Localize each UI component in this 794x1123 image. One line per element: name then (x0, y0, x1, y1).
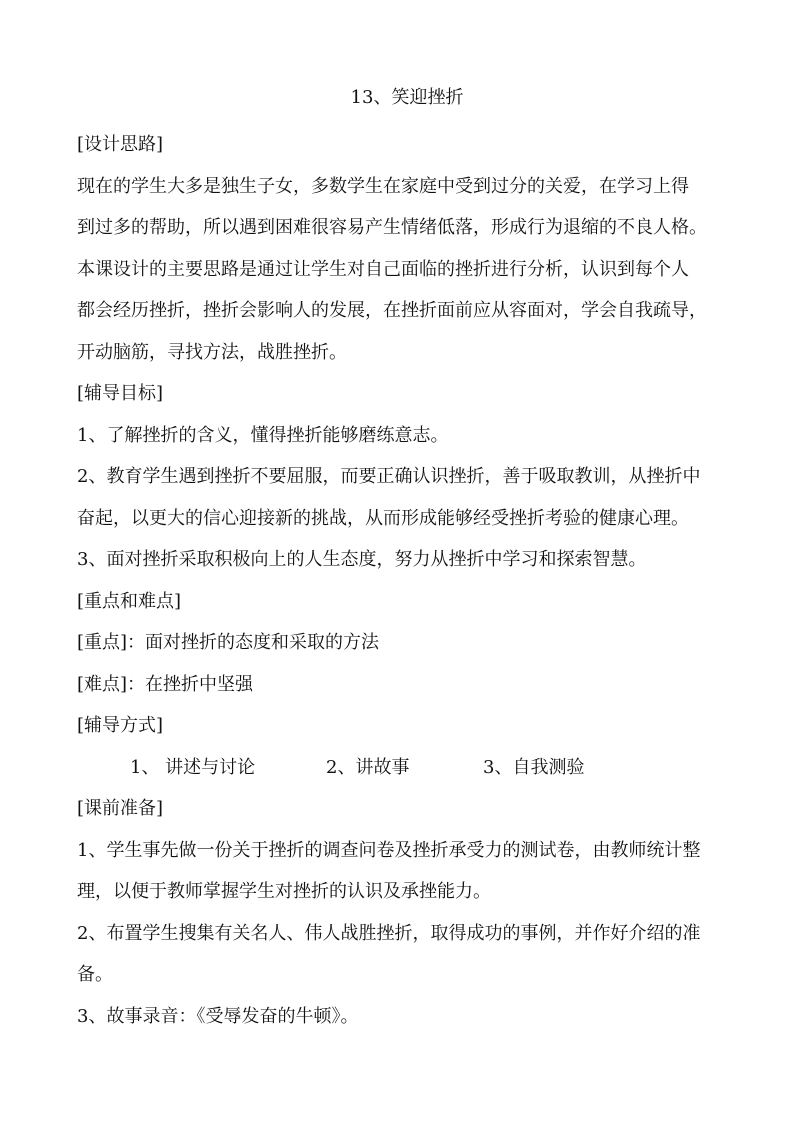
method-item: 1、 讲述与讨论 (130, 756, 256, 778)
methods-heading: [辅导方式] (77, 715, 164, 736)
goals-line: 2、教育学生遇到挫折不要屈服，而要正确认识挫折，善于吸取教训，从挫折中 (77, 466, 701, 487)
prep-line: 备。 (77, 964, 113, 985)
prep-line: 3、故事录音：《受辱发奋的牛顿》。 (77, 1005, 359, 1027)
page-title: 13、笑迎挫折 (350, 87, 464, 108)
focus-heading: [重点和难点] (77, 590, 182, 612)
methods-list (77, 747, 737, 789)
prep-line: 1、学生事先做一份关于挫折的调查问卷及挫折承受力的测试卷，由教师统计整 (77, 839, 701, 861)
prep-line: 理，以便于教师掌握学生对挫折的认识及承挫能力。 (77, 881, 491, 902)
design-line: 都会经历挫折，挫折会影响人的发展，在挫折面前应从容面对，学会自我疏导， (77, 300, 707, 321)
lesson-plan-page (77, 82, 737, 1037)
design-line: 到过多的帮助，所以遇到困难很容易产生情绪低落，形成行为退缩的不良人格。 (77, 217, 707, 238)
goals-line: 1、了解挫折的含义，懂得挫折能够磨练意志。 (77, 424, 449, 446)
prep-line: 2、布置学生搜集有关名人、伟人战胜挫折，取得成功的事例，并作好介绍的准 (77, 922, 701, 944)
goals-line: 3、面对挫折采取积极向上的人生态度，努力从挫折中学习和探索智慧。 (77, 549, 647, 570)
method-item: 2、讲故事 (326, 756, 410, 778)
prep-heading: [课前准备] (77, 798, 164, 819)
design-line: 现在的学生大多是独生子女，多数学生在家庭中受到过分的关爱，在学习上得 (77, 175, 689, 197)
design-line: 本课设计的主要思路是通过让学生对自己面临的挫折进行分析，认识到每个人 (77, 258, 689, 280)
method-item: 3、自我测验 (483, 756, 585, 778)
focus-difficulty: [难点]：在挫折中坚强 (77, 673, 254, 695)
design-line: 开动脑筋，寻找方法，战胜挫折。 (77, 341, 347, 363)
goals-heading: [辅导目标] (77, 383, 164, 404)
goals-line: 奋起，以更大的信心迎接新的挑战，从而形成能够经受挫折考验的健康心理。 (77, 507, 689, 529)
design-heading: [设计思路] (77, 134, 164, 155)
focus-key: [重点]：面对挫折的态度和采取的方法 (77, 632, 380, 653)
